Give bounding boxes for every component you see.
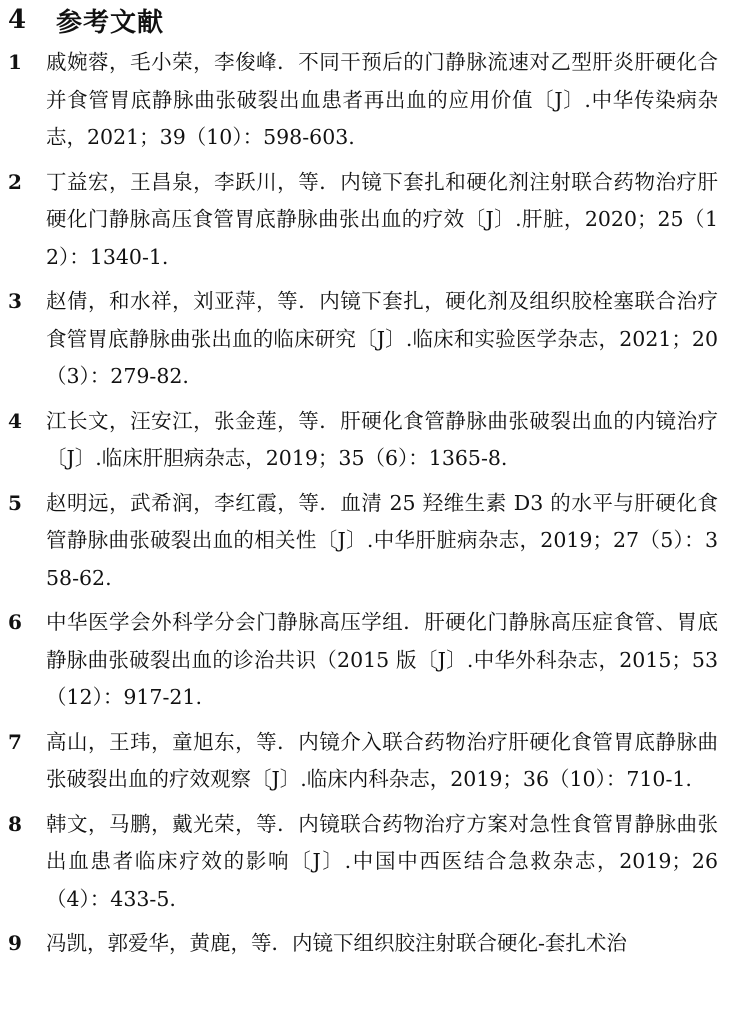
reference-index: 8: [8, 811, 22, 836]
reference-item: [0, 164, 730, 277]
reference-index: 1: [8, 50, 22, 74]
reference-item: [0, 724, 730, 799]
section-heading: [8, 2, 164, 38]
section-title: 参考文献: [56, 7, 165, 38]
reference-index: 6: [8, 610, 22, 634]
reference-item: [0, 806, 730, 919]
reference-text: 冯凯，郭爱华，黄鹿，等．内镜下组织胶注射联合硬化-套扎术治: [46, 931, 627, 955]
section-number: 4: [8, 5, 28, 35]
reference-text: 赵倩，和水祥，刘亚萍，等．内镜下套扎，硬化剂及组织胶栓塞联合治疗食管胃底静脉曲张出血的临床研究〔J〕.临床和实验医学杂志，2021；20（3）：279-82.: [46, 289, 718, 388]
reference-text: 江长文，汪安江，张金莲，等．肝硬化食管静脉曲张破裂出血的内镜治疗〔J〕.临床肝胆病杂志，2019；35（6）：1365-8.: [46, 408, 718, 470]
reference-item: [0, 925, 730, 963]
reference-item: [0, 44, 730, 157]
reference-index: 2: [8, 169, 22, 194]
reference-text: 中华医学会外科学分会门静脉高压学组．肝硬化门静脉高压症食管、胃底静脉曲张破裂出血的诊治共识（2015 版〔J〕.中华外科杂志，2015；53（12）：917-21.: [46, 610, 718, 709]
reference-index: 7: [8, 729, 22, 754]
reference-text: 赵明远，武希润，李红霞，等．血清 25 羟维生素 D3 的水平与肝硬化食管静脉曲张破裂出血的相关性〔J〕.中华肝脏病杂志，2019；27（5）：358-62.: [46, 490, 718, 590]
reference-item: [0, 604, 730, 717]
reference-index: 3: [8, 289, 22, 313]
reference-text: 韩文，马鹏，戴光荣，等．内镜联合药物治疗方案对急性食管胃静脉曲张出血患者临床疗效的影响〔J〕.中国中西医结合急救杂志，2019；26（4）：433-5.: [46, 811, 718, 911]
reference-index: 5: [8, 490, 22, 515]
reference-text: 戚婉蓉，毛小荣，李俊峰．不同干预后的门静脉流速对乙型肝炎肝硬化合并食管胃底静脉曲张破裂出血患者再出血的应用价值〔J〕.中华传染病杂志，2021；39（10）：598-603.: [46, 50, 718, 149]
reference-item: [0, 485, 730, 598]
reference-text: 丁益宏，王昌泉，李跃川，等．内镜下套扎和硬化剂注射联合药物治疗肝硬化门静脉高压食管胃底静脉曲张出血的疗效〔J〕.肝脏，2020；25（12）：1340-1.: [46, 169, 718, 269]
reference-item: [0, 403, 730, 478]
reference-list: [0, 44, 730, 970]
reference-text: 高山，王玮，童旭东，等．内镜介入联合药物治疗肝硬化食管胃底静脉曲张破裂出血的疗效观察〔J〕.临床内科杂志，2019；36（10）：710-1.: [46, 729, 718, 791]
reference-index: 4: [8, 408, 22, 433]
reference-item: [0, 283, 730, 396]
reference-index: 9: [8, 931, 22, 955]
